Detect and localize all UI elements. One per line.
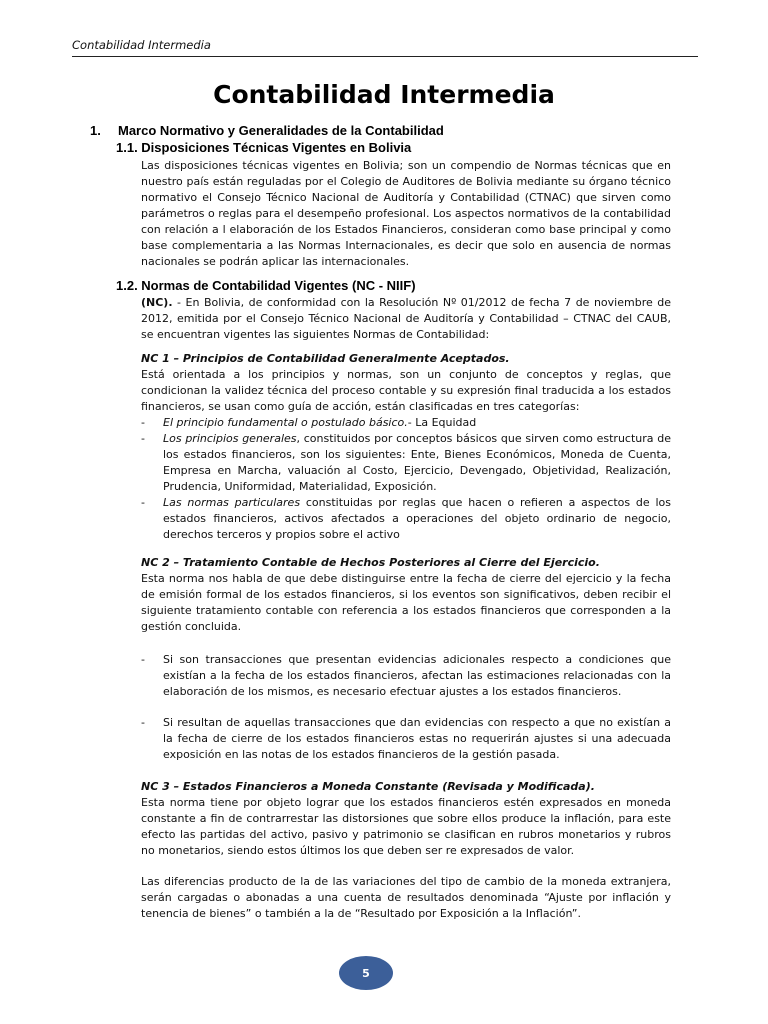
- nc2-bullet: [141, 715, 671, 763]
- nc3-heading: NC 3 – Estados Financieros a Moneda Constante (Revisada y Modificada).: [141, 780, 595, 793]
- nc2-bullet: [141, 652, 671, 700]
- bullet-lead: El principio fundamental o postulado básico.: [163, 416, 408, 429]
- subsection-1-2-body: [141, 295, 671, 343]
- bullet-text: Si resultan de aquellas transacciones que dan evidencias con respecto a que no existían a la fecha de cierre de los estados financieros estas no requerirán ajustes si una adecuada exposición en las notas de los estados financieros de la gestión pasada.: [163, 716, 671, 761]
- bullet-dash: -: [141, 416, 145, 429]
- nc1-bullet: [141, 415, 671, 431]
- document-title: Contabilidad Intermedia: [213, 80, 555, 109]
- subsection-1-1-paragraph: Las disposiciones técnicas vigentes en Bolivia; son un compendio de Normas técnicas que en nuestro país están reguladas por el Colegio de Auditores de Bolivia mediante su órgano técnico normativo el Consejo Técnico Nacional de Auditoría y Contabilidad (CTNAC) que sirven como parámetros o reglas para el desempeño profesional. Los aspectos normativos de la contabilidad con relación a l elaboración de los Estados Financieros, consideran como base principal y como base complementaria a las Normas Internacionales, es decir que solo en ausencia de normas nacionales se podrán aplicar las internacionales.: [141, 159, 671, 268]
- nc3-text: Esta norma tiene por objeto lograr que los estados financieros estén expresados en moneda constante a fin de contrarrestar las distorsiones que sobre ellos produce la inflación, para este efecto las partidas del activo, pasivo y patrimonio se clasifican en rubros monetarios y rubros no monetarios, siendo estos últimos los que deben ser re expresados de valor.: [141, 796, 671, 857]
- bullet-text: Si son transacciones que presentan evidencias adicionales respecto a condiciones que existían a la fecha de los estados financieros, afectan las estimaciones relacionadas con la elaboración de los mismos, es necesario efectuar ajustes a los estados financieros.: [163, 653, 671, 698]
- nc1-bullet: [141, 431, 671, 495]
- subsection-1-2-intro-text: - En Bolivia, de conformidad con la Resolución Nº 01/2012 de fecha 7 de noviembre de 2012, emitida por el Consejo Técnico Nacional de Auditoría y Contabilidad – CTNAC del CAUB, se encuentran vigentes las siguientes Normas de Contabilidad:: [141, 296, 671, 341]
- bullet-dash: -: [141, 496, 145, 509]
- nc2-block: [141, 555, 671, 635]
- subsection-1-1-title: 1.1. Disposiciones Técnicas Vigentes en Bolivia: [116, 140, 412, 155]
- nc3-text-2: Las diferencias producto de la de las variaciones del tipo de cambio de la moneda extranjera, serán cargadas o abonadas a una cuenta de resultados denominada “Ajuste por inflación y tenencia de bienes” o también a la de “Resultado por Exposición a la Inflación”.: [141, 875, 671, 920]
- nc1-text: Está orientada a los principios y normas, son un conjunto de conceptos y reglas, que condicionan la validez técnica del proceso contable y su expresión final traducida a los estados financieros, se usan como guía de acción, están clasificadas en tres categorías:: [141, 368, 671, 413]
- subsection-1-2-intro: [141, 295, 671, 343]
- nc3-block: [141, 779, 671, 859]
- nc2-text: Esta norma nos habla de que debe distinguirse entre la fecha de cierre del ejercicio y la fecha de emisión formal de los estados financieros, si los eventos son significativos, deben recibir el siguiente tratamiento contable con referencia a los estados financieros que corresponden a la gestión concluida.: [141, 572, 671, 633]
- header-divider: [72, 56, 698, 57]
- bullet-dash: -: [141, 653, 145, 666]
- nc1-bullet: [141, 495, 671, 543]
- bullet-dash: -: [141, 432, 145, 445]
- section-1-title: Marco Normativo y Generalidades de la Contabilidad: [118, 123, 444, 138]
- subsection-1-2-title: 1.2. Normas de Contabilidad Vigentes (NC - NIIF): [116, 278, 416, 293]
- nc1-heading: NC 1 – Principios de Contabilidad Generalmente Aceptados.: [141, 352, 510, 365]
- running-header: Contabilidad Intermedia: [72, 38, 211, 52]
- nc2-bullet-item: [141, 652, 671, 700]
- section-1-heading: [90, 123, 444, 138]
- page-number-badge: 5: [339, 956, 393, 990]
- nc3-paragraph-2: [141, 874, 671, 922]
- bullet-dash: -: [141, 716, 145, 729]
- bullet-lead: Las normas particulares: [163, 496, 301, 509]
- bullet-rest: constituidas por reglas que hacen o refieren a aspectos de los estados financieros, activos afectados a operaciones del objeto ordinario de negocio, derechos terceros y propios sobre el activo: [163, 496, 671, 541]
- section-1-number: 1.: [90, 123, 101, 138]
- subsection-1-1-body: [141, 158, 671, 270]
- nc2-bullet-item: [141, 715, 671, 763]
- nc1-block: [141, 351, 671, 543]
- bullet-lead: Los principios generales: [163, 432, 297, 445]
- bullet-rest: , constituidos por conceptos básicos que sirven como estructura de los estados financieros, son los siguientes: Ente, Bienes Económicos, Moneda de Cuenta, Empresa en Marcha, valuación al Costo, Ejercicio, Devengado, Objetividad, Realización, Prudencia, Uniformidad, Materialidad, Exposición.: [163, 432, 671, 493]
- bullet-rest: - La Equidad: [407, 416, 477, 429]
- nc-abbreviation: (NC).: [141, 296, 173, 309]
- nc2-heading: NC 2 – Tratamiento Contable de Hechos Posteriores al Cierre del Ejercicio.: [141, 556, 600, 569]
